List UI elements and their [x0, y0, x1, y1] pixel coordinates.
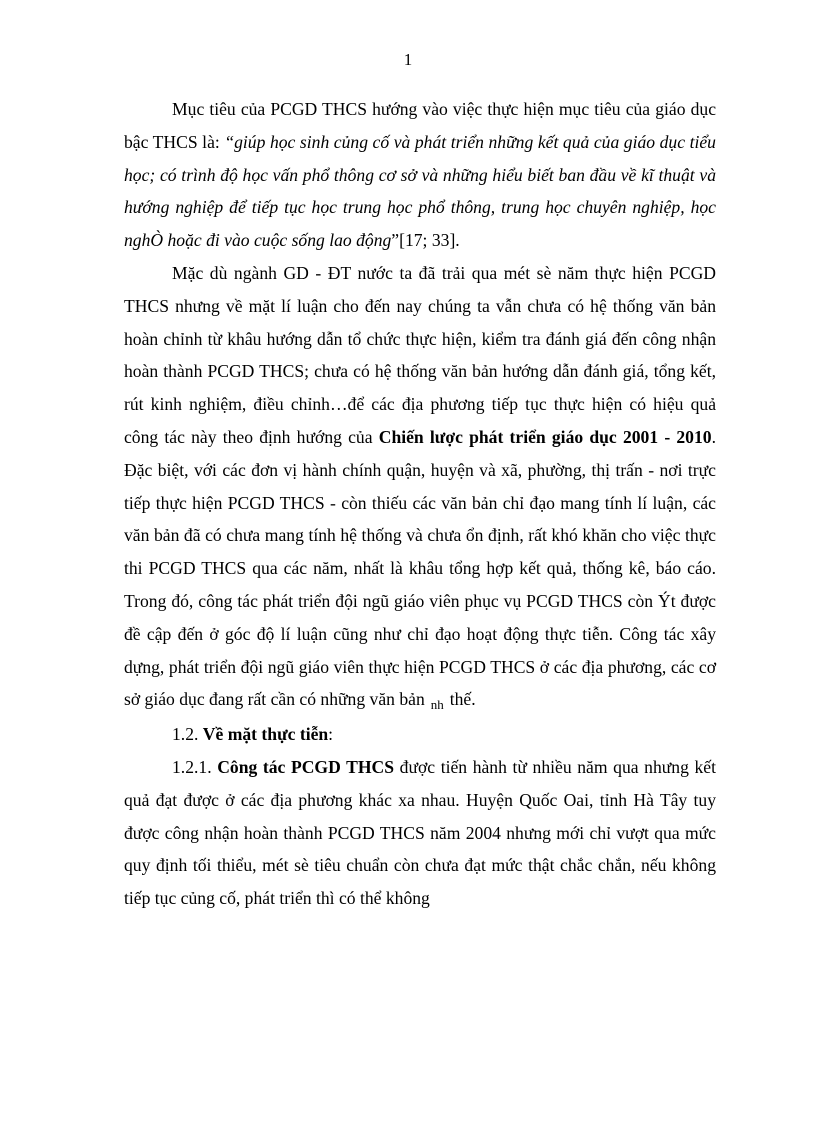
- section-heading: [124, 718, 716, 751]
- paragraph-objectives: [124, 93, 716, 257]
- paragraph-theory-body: . Đặc biệt, với các đơn vị hành chính quận, huyện và xã, phường, thị trấn - nơi trực tiếp thực hiện PCGD THCS - còn thiếu các văn bản chỉ đạo mang tính lí luận, các văn bản đã có chưa mang tính hệ thống và chưa ổn định, rất khó khăn cho việc thực thi PCGD THCS qua các năm, nhất là khâu tổng hợp kết quả, thống kê, báo cáo. Trong đó, công tác phát triển đội ngũ giáo viên phục vụ PCGD THCS còn Ýt được đề cập đến ở góc độ lí luận cũng như chỉ đạo hoạt động thực tiễn. Công tác xây dựng, phát triển đội ngũ giáo viên thực hiện PCGD THCS ở các địa phương, các cơ sở giáo dục đang rất cần có những văn bản: [124, 426, 716, 710]
- section-colon: :: [328, 724, 334, 745]
- body-text: [124, 93, 716, 915]
- paragraph-practice: [124, 751, 716, 915]
- stray-subscript: nh: [430, 697, 444, 713]
- subsection-title: Công tác PCGD THCS: [217, 756, 395, 777]
- section-title: Về mặt thực tiễn: [202, 724, 329, 745]
- paragraph-theory-end: thế.: [449, 689, 476, 710]
- objectives-quote: “giúp học sinh củng cố và phát triển những kết quả của giáo dục tiểu học; có trình độ học vấn phổ thông cơ sở và những hiểu biết ban đầu về kĩ thuật và hướng nghiệp để tiếp tục học trung học phổ thông, trung học chuyên nghiệp, học nghÒ hoặc đi vào cuộc sống lao động: [124, 131, 716, 251]
- subsection-number: 1.2.1.: [172, 756, 218, 777]
- page-number: 1: [403, 50, 413, 69]
- section-number: 1.2.: [172, 724, 203, 745]
- citation: ”[17; 33].: [391, 230, 460, 251]
- paragraph-objectives-lead: Mục tiêu của PCGD THCS hướng vào việc thực hiện mục tiêu của giáo dục bậc THCS là:: [124, 99, 716, 152]
- paragraph-theory: [124, 257, 716, 718]
- paragraph-practice-body: được tiến hành từ nhiều năm qua nhưng kết quả đạt được ở các địa phương khác xa nhau. Huyện Quốc Oai, tỉnh Hà Tây tuy được công nhận hoàn thành PCGD THCS năm 2004 nhưng mới chỉ vượt qua mức quy định tối thiểu, mét sè tiêu chuẩn còn chưa đạt mức thật chắc chắn, nếu không tiếp tục củng cố, phát triển thì có thể không: [124, 756, 716, 909]
- strategy-title: Chiến lược phát triển giáo dục 2001 - 2010: [378, 426, 712, 447]
- paragraph-theory-lead: Mặc dù ngành GD - ĐT nước ta đã trải qua mét sè năm thực hiện PCGD THCS nhưng về mặt lí luận cho đến nay chúng ta vẫn chưa có hệ thống văn bản hoàn chỉnh từ khâu hướng dẫn tổ chức thực hiện, kiểm tra đánh giá đến công nhận hoàn thành PCGD THCS; chưa có hệ thống văn bản hướng dẫn đánh giá, tổng kết, rút kinh nghiệm, điều chỉnh…để các địa phương tiếp tục thực hiện có hiệu quả công tác này theo định hướng của: [124, 262, 716, 447]
